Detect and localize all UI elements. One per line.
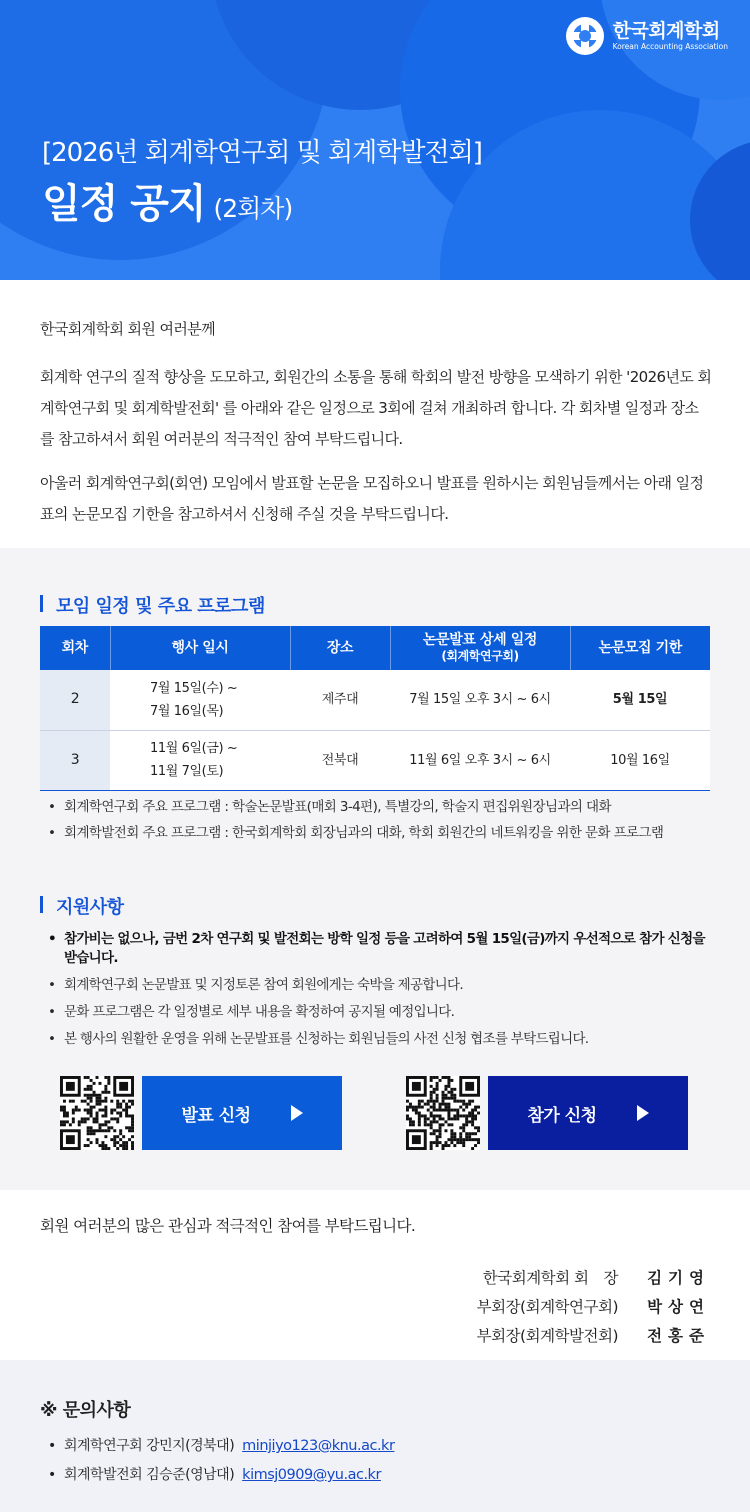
table-row (40, 730, 710, 790)
list-item: • 참가비는 없으나, 금번 2차 연구회 및 발전회는 방학 일정 등을 고려하여 5월 15일(금)까지 우선적으로 참가 신청을 받습니다. (48, 930, 713, 968)
schedule-table (40, 626, 710, 791)
signer-row (477, 1320, 710, 1349)
contact-section (0, 1360, 750, 1512)
cell-date (110, 730, 290, 790)
program-notes (48, 798, 713, 850)
table-row (40, 670, 710, 730)
attend-qr-code[interactable] (406, 1076, 480, 1150)
cell-date-end: 7월 16일(목) (150, 703, 224, 719)
org-name-english: Korean Accounting Association (612, 42, 728, 51)
org-logo (565, 16, 728, 56)
cell-detail: 11월 6일 오후 3시 ~ 6시 (390, 730, 570, 790)
signer-role: 부회장(회계학연구회) (476, 1297, 618, 1316)
contact-email-link[interactable]: minjiyo123@knu.ac.kr (242, 1438, 395, 1454)
signer-role: 부회장(회계학발전회) (476, 1326, 618, 1345)
cell-round: 3 (40, 730, 110, 790)
title-sub-text: (2회차) (213, 194, 293, 223)
col-header-place: 장소 (290, 626, 390, 670)
contact-label: 회계학연구회 강민지(경북대) (64, 1438, 235, 1454)
cell-place: 전북대 (290, 730, 390, 790)
col-header-date: 행사 일시 (110, 626, 290, 670)
signer-row (477, 1262, 710, 1291)
header-banner (0, 0, 750, 280)
greeting: 한국회계학회 회원 여러분께 (40, 320, 216, 338)
attend-apply-button[interactable] (488, 1076, 688, 1150)
col-header-detail-main: 논문발표 상세 일정 (423, 632, 537, 648)
col-header-deadline: 논문모집 기한 (570, 626, 710, 670)
list-item: • 회계학발전회 주요 프로그램 : 한국회계학회 회장님과의 대화, 학회 회원간의 네트워킹을 위한 문화 프로그램 (48, 824, 713, 843)
closing-message: 회원 여러분의 많은 관심과 적극적인 참여를 부탁드립니다. (40, 1217, 416, 1235)
cell-place: 제주대 (290, 670, 390, 730)
cell-date-start: 7월 15일(수) ~ (150, 680, 238, 696)
support-list (48, 930, 713, 1057)
col-header-detail (390, 626, 570, 670)
attend-apply-label: 참가 신청 (527, 1105, 597, 1126)
intro-paragraph-2: 아울러 회계학연구회(회연) 모임에서 발표할 논문을 모집하오니 발표를 원하시는 회원님들께서는 아래 일정표의 논문모집 기한을 참고하셔서 신청해 주실 것을 부탁드립니다. (40, 474, 704, 523)
present-apply-label: 발표 신청 (181, 1105, 251, 1126)
signer-row (477, 1291, 710, 1320)
schedule-section-title: 모임 일정 및 주요 프로그램 (40, 592, 265, 618)
signer-name: 전홍준 (647, 1326, 710, 1345)
list-item: • 회계학연구회 주요 프로그램 : 학술논문발표(매회 3-4편), 특별강의, 학술지 편집위원장님과의 대화 (48, 798, 713, 817)
cell-round: 2 (40, 670, 110, 730)
header-title-line1: [2026년 회계학연구회 및 회계학발전회] (42, 138, 482, 168)
header-title-main (42, 172, 292, 229)
support-section-title: 지원사항 (40, 893, 124, 919)
signer-role: 한국회계학회 회 장 (482, 1268, 618, 1287)
cell-date-end: 11월 7일(토) (150, 764, 224, 779)
present-apply-button[interactable] (142, 1076, 342, 1150)
cell-date-start: 11월 6일(금) ~ (150, 741, 238, 756)
org-emblem-icon (565, 16, 605, 56)
contact-email-link[interactable]: kimsj0909@yu.ac.kr (242, 1467, 381, 1483)
cell-deadline: 10월 16일 (570, 730, 710, 790)
play-arrow-icon (291, 1105, 303, 1121)
intro-section (40, 314, 712, 543)
intro-paragraph-1: 회계학 연구의 질적 향상을 도모하고, 회원간의 소통을 통해 학회의 발전 방향을 모색하기 위한 '2026년도 회계학연구회 및 회계학발전회' 를 아래와 같은 일정으로 3회에 걸쳐 개최하려 합니다. 각 회차별 일정과 장소를 참고하셔서 회원 여러분의 적극적인 참여 부탁드립니다. (40, 368, 712, 448)
col-header-round: 회차 (40, 626, 110, 670)
signer-name: 김기영 (647, 1268, 710, 1287)
play-arrow-icon (637, 1105, 649, 1121)
col-header-detail-sub: (회계학연구회) (441, 649, 519, 663)
contact-title: ※ 문의사항 (40, 1400, 131, 1421)
list-item (48, 1461, 394, 1490)
contact-label: 회계학발전회 김승준(영남대) (64, 1467, 235, 1483)
list-item: • 문화 프로그램은 각 일정별로 세부 내용을 확정하여 공지될 예정입니다. (48, 1003, 713, 1022)
list-item (48, 1432, 394, 1461)
cell-detail: 7월 15일 오후 3시 ~ 6시 (390, 670, 570, 730)
cell-date (110, 670, 290, 730)
present-qr-code[interactable] (60, 1076, 134, 1150)
org-name-korean: 한국회계학회 (612, 20, 720, 42)
cell-deadline: 5월 15일 (570, 670, 710, 730)
signer-name: 박상연 (647, 1297, 710, 1316)
table-header-row (40, 626, 710, 670)
list-item: • 본 행사의 원활한 운영을 위해 논문발표를 신청하는 회원님들의 사전 신청 협조를 부탁드립니다. (48, 1030, 713, 1049)
title-main-text: 일정 공지 (42, 181, 206, 227)
contact-list (48, 1432, 394, 1490)
list-item: • 회계학연구회 논문발표 및 지정토론 참여 회원에게는 숙박을 제공합니다. (48, 976, 713, 995)
signature-block (477, 1262, 710, 1349)
